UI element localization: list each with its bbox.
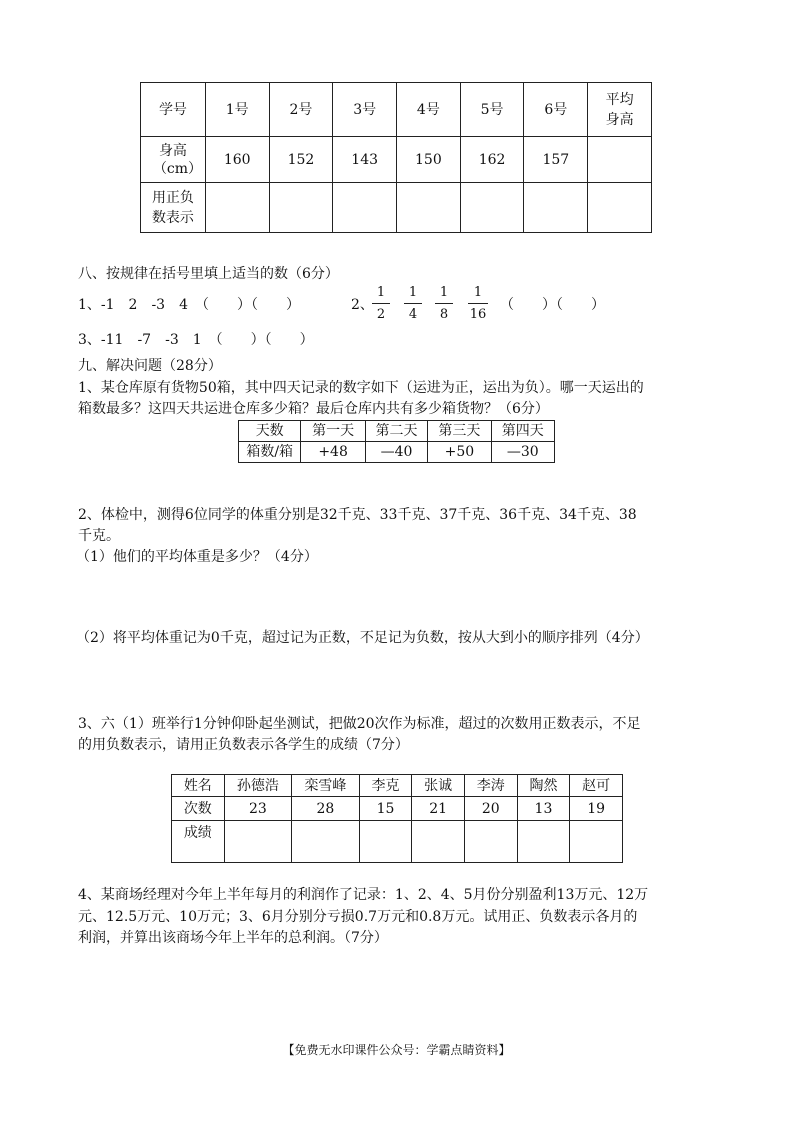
header-cell-average: 平均身高 (588, 83, 652, 137)
header-cell: 6号 (524, 83, 588, 137)
problem3-line: 的用负数表示，请用正负数表示各学生的成绩（7分） (78, 737, 409, 753)
fraction: $\frac{1}{8}$ (435, 285, 453, 323)
problem2-line: 2、体检中，测得6位同学的体重分别是32千克、33千克、37千克、36千克、34千克、38 (78, 507, 637, 523)
value-cell: —30 (491, 442, 554, 463)
answer-cell[interactable] (359, 821, 412, 863)
answer-cell[interactable] (524, 183, 588, 233)
problem2-sub2: （2）将平均体重记为0千克，超过记为正数，不足记为负数，按从大到小的顺序排列（4分） (76, 630, 649, 646)
value-cell: +50 (428, 442, 491, 463)
height-value: 143 (333, 137, 397, 183)
answer-cell[interactable] (460, 183, 524, 233)
header-cell: 第三天 (428, 421, 491, 442)
warehouse-table (238, 420, 555, 463)
answer-cell[interactable] (333, 183, 397, 233)
answer-cell[interactable] (205, 183, 269, 233)
problem2-sub1: （1）他们的平均体重是多少？（4分） (76, 549, 318, 565)
header-cell: 李涛 (464, 775, 517, 797)
row-label: 身高（cm） (141, 137, 206, 183)
header-cell: 学号 (141, 83, 206, 137)
answer-cell[interactable] (397, 183, 461, 233)
header-cell: 天数 (239, 421, 301, 442)
header-cell: 赵可 (570, 775, 623, 797)
section9-title: 九、解决问题（28分） (78, 358, 222, 374)
value-cell: —40 (365, 442, 427, 463)
value-cell: 21 (412, 797, 465, 821)
value-cell: 23 (224, 797, 292, 821)
answer-cell[interactable] (269, 183, 333, 233)
value-cell: 13 (517, 797, 570, 821)
header-cell: 孙德浩 (224, 775, 292, 797)
fraction: $\frac{1}{16}$ (469, 285, 487, 322)
height-value (588, 137, 652, 183)
footer-note: 【免费无水印课件公众号：学霸点睛资料】 (282, 1043, 511, 1057)
problem3-line: 3、六（1）班举行1分钟仰卧起坐测试，把做20次作为标准，超过的次数用正数表示，不足 (78, 716, 641, 732)
header-cell: 第二天 (365, 421, 427, 442)
situp-table (171, 774, 623, 863)
answer-cell[interactable] (224, 821, 292, 863)
row-label: 次数 (172, 797, 225, 821)
row-label: 成绩 (172, 821, 225, 863)
value-cell: 28 (292, 797, 360, 821)
problem4-line: 利润，并算出该商场今年上半年的总利润。（7分） (78, 930, 388, 946)
height-value: 157 (524, 137, 588, 183)
header-cell: 姓名 (172, 775, 225, 797)
answer-cell[interactable] (412, 821, 465, 863)
section8-q1: 1、-1 2 -3 4 （ ）（ ） (78, 297, 300, 313)
answer-cell[interactable] (570, 821, 623, 863)
answer-cell[interactable] (292, 821, 360, 863)
value-cell: 19 (570, 797, 623, 821)
header-cell: 3号 (333, 83, 397, 137)
height-value: 152 (269, 137, 333, 183)
section8-title: 八、按规律在括号里填上适当的数（6分） (78, 266, 339, 282)
header-cell: 陶然 (517, 775, 570, 797)
header-cell: 5号 (460, 83, 524, 137)
header-cell: 李克 (359, 775, 412, 797)
value-cell: +48 (301, 442, 365, 463)
section8-q2-prefix: 2、 (351, 297, 374, 313)
problem1-line: 1、某仓库原有货物50箱，其中四天记录的数字如下（运进为正，运出为负）。哪一天运出的 (78, 380, 644, 396)
problem2-line: 千克。 (78, 528, 120, 544)
header-cell: 4号 (397, 83, 461, 137)
row-label: 用正负数表示 (141, 183, 206, 233)
header-cell: 第四天 (491, 421, 554, 442)
answer-cell[interactable] (517, 821, 570, 863)
problem4-line: 元、12.5万元、10万元；3、6月分别分亏损0.7万元和0.8万元。试用正、负数表示各月的 (78, 909, 638, 925)
fraction: $\frac{1}{2}$ (372, 285, 390, 323)
section8-q3: 3、-11 -7 -3 1 （ ）（ ） (78, 332, 314, 348)
answer-cell[interactable] (588, 183, 652, 233)
header-cell: 2号 (269, 83, 333, 137)
height-value: 162 (460, 137, 524, 183)
header-cell: 栾雪峰 (292, 775, 360, 797)
row-label: 箱数/箱 (239, 442, 301, 463)
height-table (140, 82, 652, 233)
fraction: $\frac{1}{4}$ (404, 285, 422, 323)
header-cell: 1号 (205, 83, 269, 137)
section8-q2-suffix: （ ）（ ） (500, 297, 605, 313)
problem1-line: 箱数最多？这四天共运进仓库多少箱？最后仓库内共有多少箱货物？（6分） (78, 401, 549, 417)
value-cell: 15 (359, 797, 412, 821)
height-value: 150 (397, 137, 461, 183)
problem4-line: 4、某商场经理对今年上半年每月的利润作了记录：1、2、4、5月份分别盈利13万元、12万 (78, 887, 649, 903)
answer-cell[interactable] (464, 821, 517, 863)
value-cell: 20 (464, 797, 517, 821)
height-value: 160 (205, 137, 269, 183)
header-cell: 张诚 (412, 775, 465, 797)
header-cell: 第一天 (301, 421, 365, 442)
